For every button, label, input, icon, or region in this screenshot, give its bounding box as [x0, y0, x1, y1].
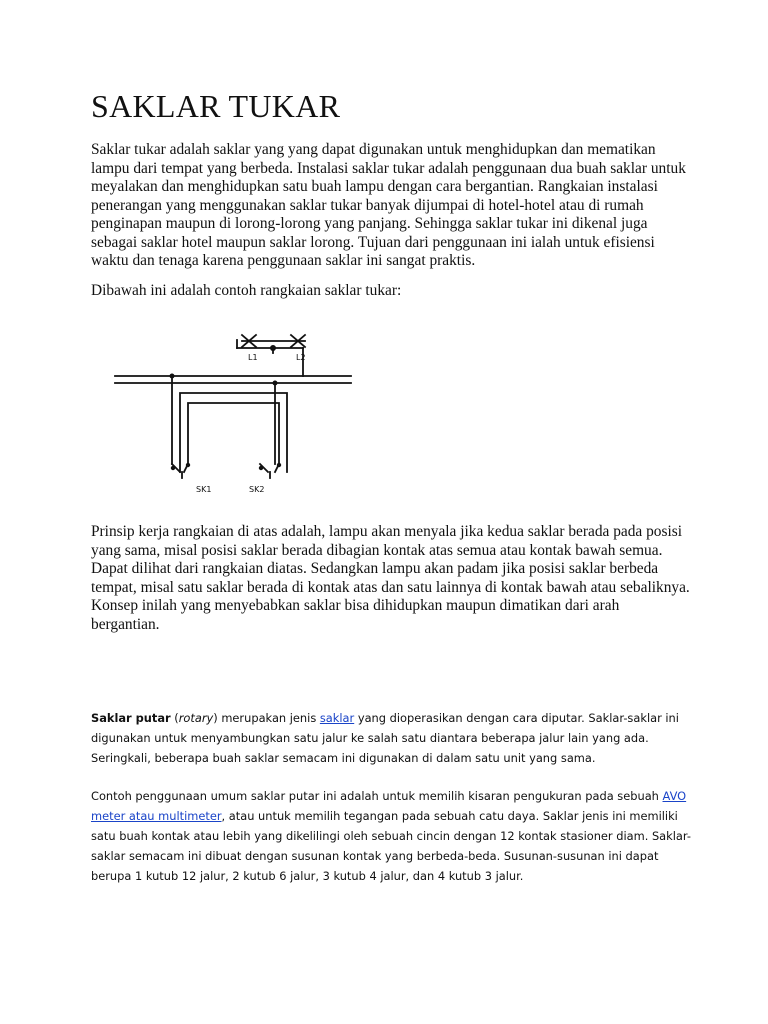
lamp-l2-label: L2 [296, 353, 306, 362]
switch-sk2-label: SK2 [249, 485, 265, 494]
sk1-contact-b [186, 463, 190, 467]
lamp-l1-label: L1 [248, 353, 258, 362]
saklar-link[interactable]: saklar [319, 711, 355, 725]
common-use-after-link: , atau untuk memilih tegangan pada sebuah catu daya. Saklar jenis ini memiliki satu buah kontak atau lebih yang dikelilingi oleh sebuah cincin dengan 12 kontak stasioner diam. Saklar-saklar semacam ini dibuat dengan susunan kontak yang berbeda-beda. Susunan-susunan ini dapat berupa 1 kutub 12 jalur, 2 kutub 6 jalur, 3 kutub 4 jalur, dan 4 kutub 3 jalur. [91, 809, 691, 883]
rotary-term-italic: rotary [178, 711, 214, 725]
rotary-paren-open: ( [170, 711, 179, 725]
lamp-junction-dot [270, 345, 276, 351]
rotary-rest: yang dioperasikan dengan cara diputar. Saklar-saklar ini digunakan untuk menyambungkan satu jalur ke salah satu diantara beberapa jalur lain yang ada. Seringkali, beberapa buah saklar semacam ini digunakan di dalam satu unit yang sama. [91, 711, 679, 765]
sk2-contact-a [259, 466, 263, 470]
traveller-wire-inner [188, 403, 279, 464]
document-title: SAKLAR TUKAR [91, 88, 341, 124]
common-use-before-link: Contoh penggunaan umum saklar putar ini adalah untuk memilih kisaran pengukuran pada sebuah [91, 789, 663, 803]
common-use-paragraph [91, 786, 691, 886]
principle-paragraph: Prinsip kerja rangkaian di atas adalah, lampu akan menyala jika kedua saklar berada pada posisi yang sama, misal posisi saklar berada dibagian kontak atas semua atau kontak bawah semua. Dapat dilihat dari rangkaian diatas. Sedangkan lampu akan padam jika posisi saklar berbeda tempat, misal satu saklar berada di kontak atas dan satu lainnya di kontak bawah atau sebaliknya. Konsep inilah yang menyebabkan saklar bisa dihidupkan maupun dimatikan dari arah bergantian. [91, 523, 690, 633]
rotary-paren-close: ) merupakan jenis [213, 711, 320, 725]
switch-sk1-label: SK1 [196, 485, 212, 494]
supply-junction-dot-left [170, 374, 175, 379]
sk1-contact-a [171, 466, 175, 470]
intro-paragraph: Saklar tukar adalah saklar yang yang dapat digunakan untuk menghidupkan dan mematikan lampu dari tempat yang berbeda. Instalasi saklar tukar adalah penggunaan dua buah saklar untuk meyalakan dan menghidupkan satu buah lampu dengan cara bergantian. Rangkaian instalasi penerangan yang menggunakan saklar tukar banyak dijumpai di hotel-hotel atau di rumah penginapan maupun di lorong-lorong yang panjang. Sehingga saklar tukar ini dikenal juga sebagai saklar hotel maupun saklar lorong. Tujuan dari penggunaan ini ialah untuk efisiensi waktu dan tenaga karena penggunaan saklar ini sangat praktis. [91, 141, 686, 269]
rotary-term: Saklar putar [91, 711, 171, 725]
two-way-switch-circuit-diagram [110, 325, 360, 500]
rotary-switch-paragraph [91, 708, 691, 768]
example-intro-paragraph: Dibawah ini adalah contoh rangkaian saklar tukar: [91, 282, 402, 299]
traveller-wire-outer [180, 393, 287, 472]
supply-junction-dot-right [273, 381, 278, 386]
sk2-contact-b [277, 463, 281, 467]
switch-sk2-icon [260, 464, 279, 478]
avo-meter-link[interactable]: AVO meter atau multimeter [91, 789, 687, 823]
